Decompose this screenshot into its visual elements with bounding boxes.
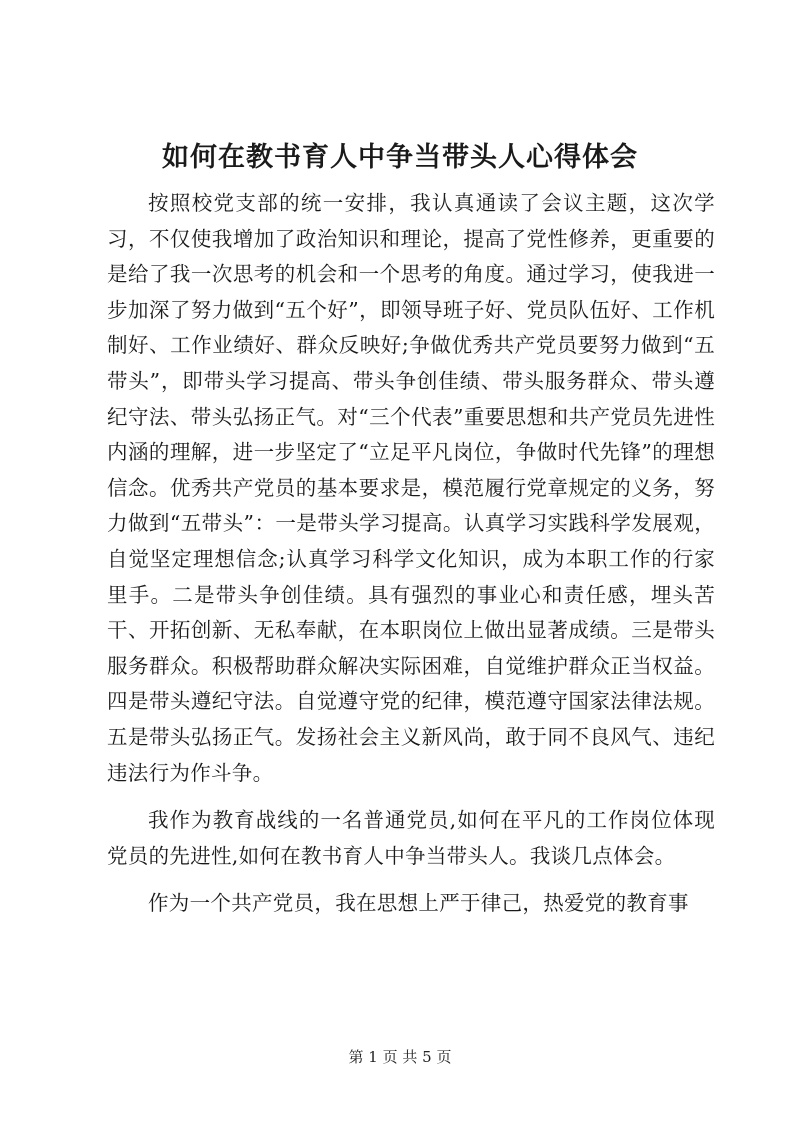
body-paragraph: 作为一个共产党员，我在思想上严于律己，热爱党的教育事 bbox=[148, 891, 689, 916]
document-title: 如何在教书育人中争当带头人心得体会 bbox=[162, 142, 638, 173]
body-paragraph: 我作为教育战线的一名普通党员,如何在平凡的工作岗位体现党员的先进性,如何在教书育人中争当带头人。我谈几点体会。 bbox=[107, 808, 715, 868]
page-number-footer: 第 1 页 共 5 页 bbox=[348, 1048, 452, 1066]
body-paragraph: 按照校党支部的统一安排，我认真通读了会议主题，这次学习，不仅使我增加了政治知识和理论，提高了党性修养，更重要的是给了我一次思考的机会和一个思考的角度。通过学习，使我进一步加深了努力做到“五个好”，即领导班子好、党员队伍好、工作机制好、工作业绩好、群众反映好;争做优秀共产党员要努力做到“五带头”，即带头学习提高、带头争创佳绩、带头服务群众、带头遵纪守法、带头弘扬正气。对“三个代表”重要思想和共产党员先进性内涵的理解，进一步坚定了“立足平凡岗位，争做时代先锋”的理想信念。优秀共产党员的基本要求是，模范履行党章规定的义务，努力做到“五带头”：一是带头学习提高。认真学习实践科学发展观，自觉坚定理想信念;认真学习科学文化知识，成为本职工作的行家里手。二是带头争创佳绩。具有强烈的事业心和责任感，埋头苦干、开拓创新、无私奉献，在本职岗位上做出显著成绩。三是带头服务群众。积极帮助群众解决实际困难，自觉维护群众正当权益。四是带头遵纪守法。自觉遵守党的纪律，模范遵守国家法律法规。五是带头弘扬正气。发扬社会主义新风尚，敢于同不良风气、违纪违法行为作斗争。 bbox=[107, 191, 715, 785]
document-body bbox=[107, 186, 715, 922]
